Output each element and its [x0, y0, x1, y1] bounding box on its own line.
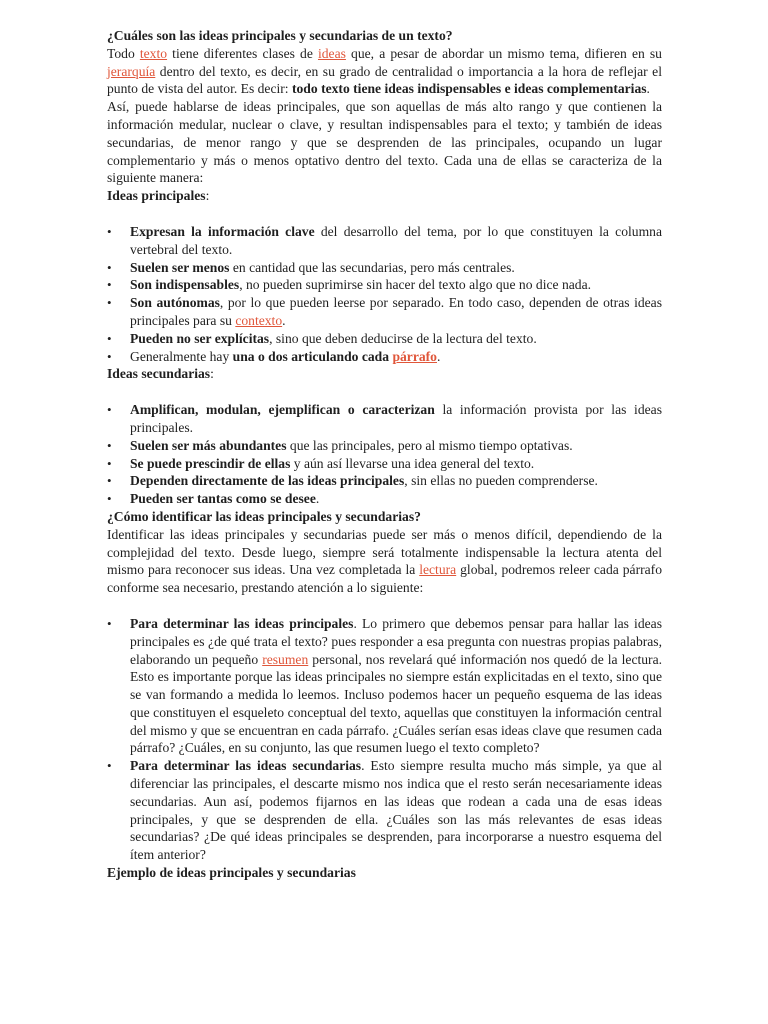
como-paragraph: Identificar las ideas principales y secundarias puede ser más o menos difícil, dependiendo de la complejidad del texto. Desde luego, siempre será totalmente indispensable la lectura atenta del mismo para reconocer sus ideas. Una vez completada la lectura global, podremos releer cada párrafo conforme sea necesario, prestando atención a lo siguiente: [107, 526, 662, 596]
link-ideas[interactable]: ideas [317, 45, 346, 61]
list-item: • Para determinar las ideas principales. Lo primero que debemos pensar para hallar las ideas principales es ¿de qué trata el texto? pues responder a esa pregunta con nuestras propias palabras, elaborando un pequeño resumen personal, nos revelará qué información nos quedó de la lectura. Esto es importante porque las ideas principales no siempre están explicitadas en el texto, sino que se van formando a medida lo leemos. Incluso podemos hacer un pequeño esquema de las ideas que constituyen el esqueleto conceptual del texto, aquellas que constituyen la información central del mismo y que se encuentran en cada párrafo. ¿Cuáles serían esas ideas clave que resumen cada párrafo? ¿Cuáles, en su conjunto, las que resumen luego el texto completo? [107, 615, 662, 757]
link-parrafo[interactable]: párrafo [392, 348, 437, 364]
link-resumen[interactable]: resumen [262, 651, 309, 667]
list-item: • Amplifican, modulan, ejemplifican o caracterizan la información provista por las ideas principales. [107, 401, 662, 437]
list-item: • Pueden ser tantas como se desee. [107, 490, 662, 508]
list-pasos [107, 615, 662, 864]
link-jerarquia[interactable]: jerarquía [107, 63, 156, 79]
section-label-secundarias: Ideas secundarias: [107, 366, 214, 382]
intro-paragraph: Todo texto tiene diferentes clases de ideas que, a pesar de abordar un mismo tema, difieren en su jerarquía dentro del texto, es decir, en su grado de centralidad o importancia a la hora de reflejar el punto de vista del autor. Es decir: todo texto tiene ideas indispensables e ideas complementarias. [107, 45, 662, 97]
list-principales [107, 223, 662, 365]
section-heading-como: ¿Cómo identificar las ideas principales y secundarias? [107, 508, 421, 524]
list-item: • Suelen ser menos en cantidad que las secundarias, pero más centrales. [107, 259, 662, 277]
list-item: • Pueden no ser explícitas, sino que deben deducirse de la lectura del texto. [107, 330, 662, 348]
second-paragraph: Así, puede hablarse de ideas principales, que son aquellas de más alto rango y que contienen la información medular, nuclear o clave, y resultan indispensables para el texto; y también de ideas secundarias, de menor rango y que se desprenden de las principales, ocupando un lugar complementario y más o menos optativo dentro del texto. Cada una de ellas se caracteriza de la siguiente manera: [107, 99, 662, 186]
list-item: • Son autónomas, por lo que pueden leerse por separado. En todo caso, dependen de otras ideas principales para su contexto. [107, 294, 662, 330]
link-texto[interactable]: texto [139, 45, 168, 61]
link-contexto[interactable]: contexto [235, 312, 283, 328]
list-item: • Suelen ser más abundantes que las principales, pero al mismo tiempo optativas. [107, 437, 662, 455]
list-item: • Para determinar las ideas secundarias. Esto siempre resulta mucho más simple, ya que al diferenciar las principales, el descarte mismo nos indica que el resto serán necesariamente ideas secundarias. Aun así, podemos fijarnos en las ideas que rodean a cada una de esas ideas principales, y que se desprenden de ella. ¿Cuáles son las más relevantes de esas ideas secundarias? ¿De qué ideas principales se desprenden, para incorporarse a nuestro esquema del ítem anterior? [107, 757, 662, 864]
section-heading-ejemplo: Ejemplo de ideas principales y secundarias [107, 865, 356, 881]
list-item: • Expresan la información clave del desarrollo del tema, por lo que constituyen la columna vertebral del texto. [107, 223, 662, 259]
list-secundarias [107, 401, 662, 508]
list-item: • Dependen directamente de las ideas principales, sin ellas no pueden comprenderse. [107, 472, 662, 490]
list-item: • Son indispensables, no pueden suprimirse sin hacer del texto algo que no dice nada. [107, 276, 662, 294]
list-item: • Se puede prescindir de ellas y aún así llevarse una idea general del texto. [107, 455, 662, 473]
list-item: • Generalmente hay una o dos articulando cada párrafo. [107, 348, 662, 366]
link-lectura[interactable]: lectura [419, 562, 457, 578]
section-label-principales: Ideas principales: [107, 188, 210, 204]
document-title: ¿Cuáles son las ideas principales y secundarias de un texto? [107, 28, 453, 43]
intro-bold-statement: todo texto tiene ideas indispensables e ideas complementarias [291, 81, 647, 97]
